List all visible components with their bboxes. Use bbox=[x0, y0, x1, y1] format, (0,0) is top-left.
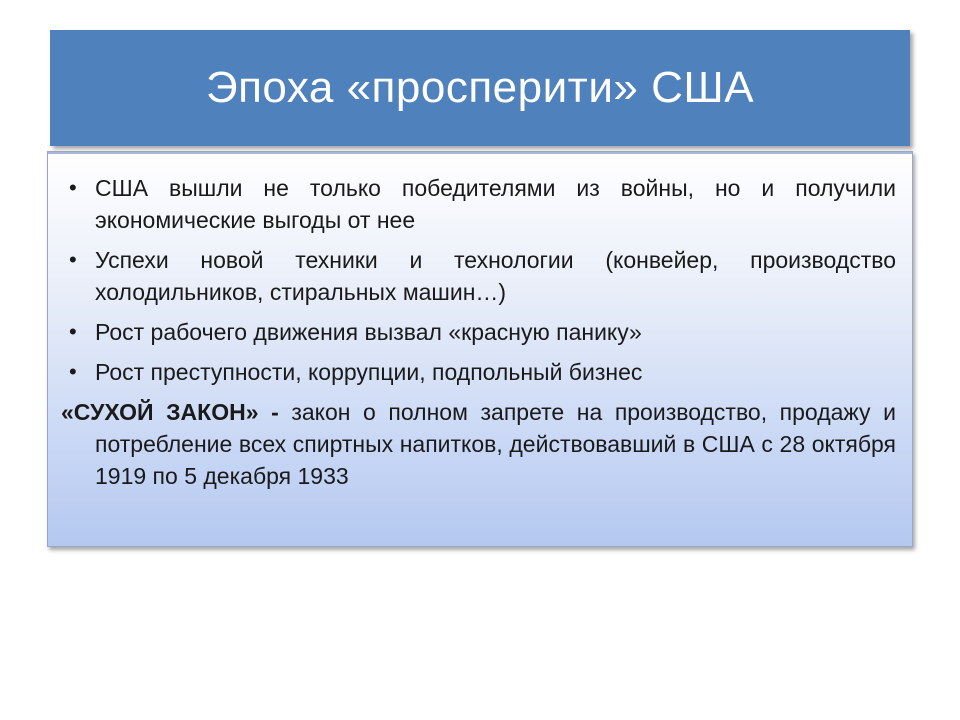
slide-title: Эпоха «просперити» США bbox=[205, 63, 755, 112]
bullet-item bbox=[61, 356, 896, 388]
bullet-item bbox=[61, 316, 896, 348]
bullet-icon: • bbox=[69, 319, 77, 344]
bullet-text: Успехи новой техники и технологии (конвейер, производство холодильников, стиральных машин…) bbox=[95, 247, 896, 305]
bullet-item bbox=[61, 172, 896, 236]
bullet-list bbox=[61, 172, 896, 388]
bullet-icon: • bbox=[69, 247, 77, 272]
bullet-text: Рост рабочего движения вызвал «красную панику» bbox=[95, 319, 642, 345]
bullet-text: США вышли не только победителями из войны, но и получили экономические выгоды от нее bbox=[95, 175, 896, 233]
content-box bbox=[47, 151, 913, 547]
law-definition bbox=[61, 396, 896, 492]
bullet-icon: • bbox=[69, 359, 77, 384]
law-term: «СУХОЙ ЗАКОН» - bbox=[61, 399, 279, 425]
title-box bbox=[50, 30, 910, 146]
bullet-item bbox=[61, 244, 896, 308]
bullet-icon: • bbox=[69, 175, 77, 200]
law-definition-text: закон о полном запрете на производство, продажу и потребление всех спиртных напитков, действовавший в США с 28 октября 1919 по 5 декабря 1933 bbox=[95, 399, 896, 489]
bullet-text: Рост преступности, коррупции, подпольный бизнес bbox=[95, 359, 643, 385]
